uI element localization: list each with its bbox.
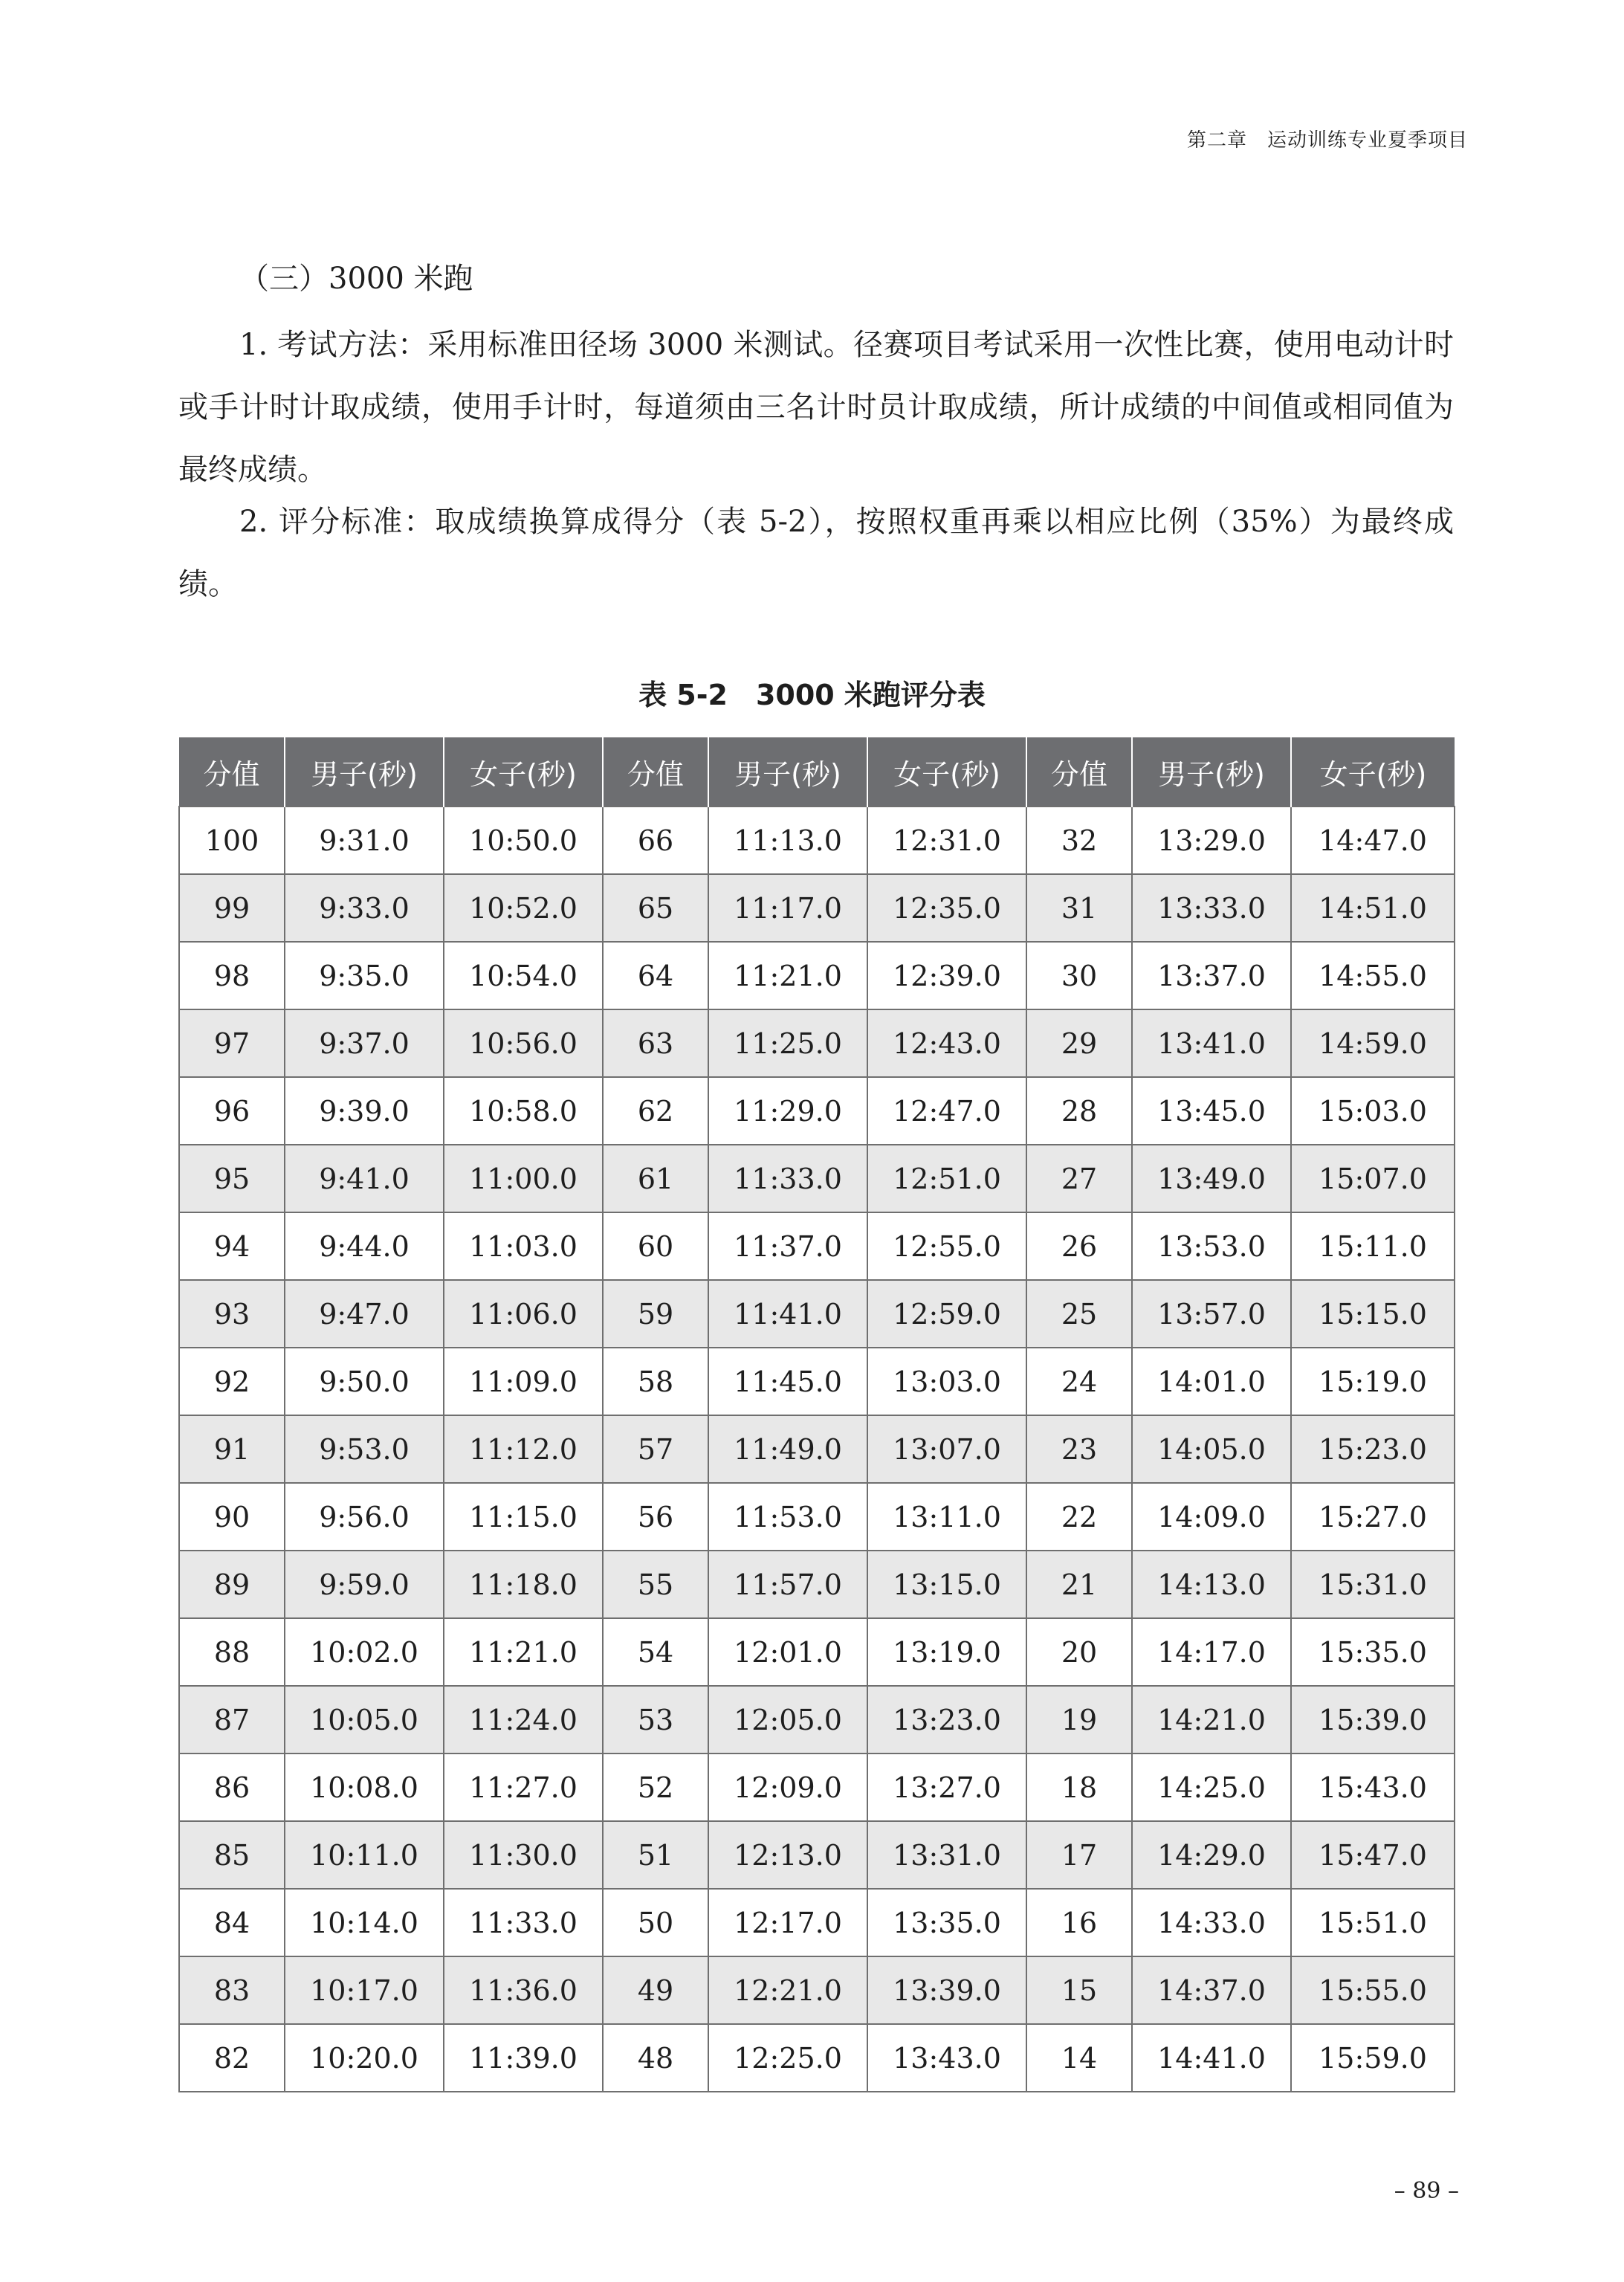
table-row xyxy=(179,1077,1455,1145)
table-cell: 84 xyxy=(179,1889,285,1956)
page-number: – 89 – xyxy=(1394,2178,1459,2204)
table-cell: 9:56.0 xyxy=(285,1483,444,1551)
table-row xyxy=(179,1889,1455,1956)
table-cell: 11:21.0 xyxy=(444,1618,603,1686)
table-cell: 26 xyxy=(1026,1212,1132,1280)
table-cell: 10:50.0 xyxy=(444,807,603,874)
table-row xyxy=(179,1212,1455,1280)
table-body xyxy=(179,807,1455,2092)
table-cell: 11:09.0 xyxy=(444,1348,603,1415)
table-cell: 13:29.0 xyxy=(1132,807,1291,874)
table-cell: 50 xyxy=(603,1889,708,1956)
table-cell: 14:29.0 xyxy=(1132,1821,1291,1889)
table-cell: 11:21.0 xyxy=(708,942,867,1009)
table-cell: 23 xyxy=(1026,1415,1132,1483)
table-row xyxy=(179,1956,1455,2024)
table-cell: 10:52.0 xyxy=(444,874,603,942)
table-row xyxy=(179,1551,1455,1618)
table-cell: 22 xyxy=(1026,1483,1132,1551)
table-cell: 10:08.0 xyxy=(285,1753,444,1821)
column-header: 分值 xyxy=(1026,737,1132,807)
table-cell: 10:17.0 xyxy=(285,1956,444,2024)
column-header: 男子(秒) xyxy=(708,737,867,807)
table-cell: 13:19.0 xyxy=(867,1618,1026,1686)
table-cell: 10:05.0 xyxy=(285,1686,444,1753)
table-cell: 10:54.0 xyxy=(444,942,603,1009)
table-cell: 13:41.0 xyxy=(1132,1009,1291,1077)
column-header: 男子(秒) xyxy=(285,737,444,807)
table-cell: 31 xyxy=(1026,874,1132,942)
table-cell: 12:35.0 xyxy=(867,874,1026,942)
column-header: 分值 xyxy=(179,737,285,807)
table-cell: 25 xyxy=(1026,1280,1132,1348)
table-cell: 13:23.0 xyxy=(867,1686,1026,1753)
table-cell: 13:31.0 xyxy=(867,1821,1026,1889)
table-cell: 9:33.0 xyxy=(285,874,444,942)
table-cell: 51 xyxy=(603,1821,708,1889)
table-cell: 15:15.0 xyxy=(1291,1280,1455,1348)
table-cell: 14:37.0 xyxy=(1132,1956,1291,2024)
table-cell: 12:31.0 xyxy=(867,807,1026,874)
table-cell: 13:07.0 xyxy=(867,1415,1026,1483)
paragraph-text: 2. 评分标准：取成绩换算成得分（表 5-2），按照权重再乘以相应比例（35%）为最终成绩。 xyxy=(178,505,1454,601)
table-cell: 10:20.0 xyxy=(285,2024,444,2092)
table-cell: 30 xyxy=(1026,942,1132,1009)
table-cell: 11:41.0 xyxy=(708,1280,867,1348)
score-table xyxy=(178,737,1455,2092)
table-cell: 10:11.0 xyxy=(285,1821,444,1889)
table-cell: 14:55.0 xyxy=(1291,942,1455,1009)
table-cell: 64 xyxy=(603,942,708,1009)
table-row xyxy=(179,807,1455,874)
table-cell: 14:25.0 xyxy=(1132,1753,1291,1821)
running-header: 第二章 运动训练专业夏季项目 xyxy=(1186,129,1468,152)
table-cell: 11:45.0 xyxy=(708,1348,867,1415)
table-cell: 13:43.0 xyxy=(867,2024,1026,2092)
table-cell: 12:51.0 xyxy=(867,1145,1026,1212)
table-cell: 11:30.0 xyxy=(444,1821,603,1889)
table-cell: 12:17.0 xyxy=(708,1889,867,1956)
table-cell: 9:53.0 xyxy=(285,1415,444,1483)
table-cell: 12:47.0 xyxy=(867,1077,1026,1145)
table-cell: 85 xyxy=(179,1821,285,1889)
table-cell: 11:33.0 xyxy=(444,1889,603,1956)
table-row xyxy=(179,2024,1455,2092)
table-row xyxy=(179,1483,1455,1551)
table-cell: 11:49.0 xyxy=(708,1415,867,1483)
table-cell: 11:29.0 xyxy=(708,1077,867,1145)
table-cell: 15:47.0 xyxy=(1291,1821,1455,1889)
table-row xyxy=(179,1618,1455,1686)
table-cell: 15 xyxy=(1026,1956,1132,2024)
table-cell: 56 xyxy=(603,1483,708,1551)
table-cell: 14:01.0 xyxy=(1132,1348,1291,1415)
table-cell: 92 xyxy=(179,1348,285,1415)
table-cell: 14:51.0 xyxy=(1291,874,1455,942)
table-cell: 13:33.0 xyxy=(1132,874,1291,942)
table-cell: 65 xyxy=(603,874,708,942)
table-cell: 32 xyxy=(1026,807,1132,874)
table-cell: 12:09.0 xyxy=(708,1753,867,1821)
table-cell: 12:13.0 xyxy=(708,1821,867,1889)
table-cell: 15:35.0 xyxy=(1291,1618,1455,1686)
table-cell: 99 xyxy=(179,874,285,942)
table-cell: 15:03.0 xyxy=(1291,1077,1455,1145)
table-cell: 11:57.0 xyxy=(708,1551,867,1618)
column-header: 女子(秒) xyxy=(867,737,1026,807)
table-cell: 12:01.0 xyxy=(708,1618,867,1686)
column-header: 女子(秒) xyxy=(444,737,603,807)
table-cell: 66 xyxy=(603,807,708,874)
table-cell: 58 xyxy=(603,1348,708,1415)
table-cell: 10:02.0 xyxy=(285,1618,444,1686)
table-cell: 13:15.0 xyxy=(867,1551,1026,1618)
table-cell: 11:36.0 xyxy=(444,1956,603,2024)
table-cell: 24 xyxy=(1026,1348,1132,1415)
paragraph-scoring-standard xyxy=(178,491,1454,615)
table-cell: 13:11.0 xyxy=(867,1483,1026,1551)
table-cell: 53 xyxy=(603,1686,708,1753)
table-cell: 14:47.0 xyxy=(1291,807,1455,874)
table-cell: 11:17.0 xyxy=(708,874,867,942)
table-cell: 83 xyxy=(179,1956,285,2024)
table-cell: 27 xyxy=(1026,1145,1132,1212)
table-cell: 20 xyxy=(1026,1618,1132,1686)
table-cell: 13:53.0 xyxy=(1132,1212,1291,1280)
table-row xyxy=(179,1009,1455,1077)
table-cell: 13:45.0 xyxy=(1132,1077,1291,1145)
table-cell: 48 xyxy=(603,2024,708,2092)
column-header: 分值 xyxy=(603,737,708,807)
table-cell: 95 xyxy=(179,1145,285,1212)
table-cell: 89 xyxy=(179,1551,285,1618)
table-cell: 57 xyxy=(603,1415,708,1483)
table-cell: 13:49.0 xyxy=(1132,1145,1291,1212)
table-cell: 91 xyxy=(179,1415,285,1483)
table-cell: 59 xyxy=(603,1280,708,1348)
table-cell: 86 xyxy=(179,1753,285,1821)
table-cell: 15:19.0 xyxy=(1291,1348,1455,1415)
table-cell: 11:13.0 xyxy=(708,807,867,874)
table-cell: 11:27.0 xyxy=(444,1753,603,1821)
table-cell: 11:24.0 xyxy=(444,1686,603,1753)
table-cell: 11:00.0 xyxy=(444,1145,603,1212)
table-cell: 9:59.0 xyxy=(285,1551,444,1618)
table-cell: 15:59.0 xyxy=(1291,2024,1455,2092)
table-row xyxy=(179,1280,1455,1348)
table-cell: 15:31.0 xyxy=(1291,1551,1455,1618)
table-cell: 54 xyxy=(603,1618,708,1686)
table-cell: 21 xyxy=(1026,1551,1132,1618)
table-row xyxy=(179,1145,1455,1212)
table-cell: 12:21.0 xyxy=(708,1956,867,2024)
paragraph-text: 1. 考试方法：采用标准田径场 3000 米测试。径赛项目考试采用一次性比赛，使用电动计时或手计时计取成绩，使用手计时，每道须由三名计时员计取成绩，所计成绩的中间值或相同值为最终成绩。 xyxy=(178,328,1454,487)
table-cell: 62 xyxy=(603,1077,708,1145)
table-cell: 13:03.0 xyxy=(867,1348,1026,1415)
table-cell: 14:59.0 xyxy=(1291,1009,1455,1077)
table-cell: 12:43.0 xyxy=(867,1009,1026,1077)
table-cell: 55 xyxy=(603,1551,708,1618)
table-cell: 11:18.0 xyxy=(444,1551,603,1618)
table-row xyxy=(179,1348,1455,1415)
table-cell: 63 xyxy=(603,1009,708,1077)
table-cell: 14:21.0 xyxy=(1132,1686,1291,1753)
table-cell: 15:07.0 xyxy=(1291,1145,1455,1212)
table-cell: 15:43.0 xyxy=(1291,1753,1455,1821)
table-cell: 11:15.0 xyxy=(444,1483,603,1551)
table-cell: 29 xyxy=(1026,1009,1132,1077)
table-cell: 11:33.0 xyxy=(708,1145,867,1212)
table-cell: 11:12.0 xyxy=(444,1415,603,1483)
table-cell: 10:14.0 xyxy=(285,1889,444,1956)
table-cell: 9:37.0 xyxy=(285,1009,444,1077)
table-row xyxy=(179,1415,1455,1483)
table-cell: 14:09.0 xyxy=(1132,1483,1291,1551)
table-cell: 9:39.0 xyxy=(285,1077,444,1145)
table-row xyxy=(179,942,1455,1009)
table-cell: 12:39.0 xyxy=(867,942,1026,1009)
table-row xyxy=(179,1753,1455,1821)
table-cell: 98 xyxy=(179,942,285,1009)
table-cell: 61 xyxy=(603,1145,708,1212)
table-cell: 9:35.0 xyxy=(285,942,444,1009)
table-title: 表 5-2 3000 米跑评分表 xyxy=(638,679,986,711)
table-cell: 60 xyxy=(603,1212,708,1280)
table-cell: 52 xyxy=(603,1753,708,1821)
table-cell: 88 xyxy=(179,1618,285,1686)
table-cell: 15:51.0 xyxy=(1291,1889,1455,1956)
table-cell: 13:35.0 xyxy=(867,1889,1026,1956)
table-cell: 82 xyxy=(179,2024,285,2092)
table-cell: 13:39.0 xyxy=(867,1956,1026,2024)
table-cell: 13:27.0 xyxy=(867,1753,1026,1821)
table-cell: 12:25.0 xyxy=(708,2024,867,2092)
table-cell: 10:56.0 xyxy=(444,1009,603,1077)
table-cell: 15:27.0 xyxy=(1291,1483,1455,1551)
table-header xyxy=(179,737,1455,807)
table-cell: 14:33.0 xyxy=(1132,1889,1291,1956)
table-cell: 14 xyxy=(1026,2024,1132,2092)
table-cell: 90 xyxy=(179,1483,285,1551)
table-cell: 28 xyxy=(1026,1077,1132,1145)
table-cell: 13:37.0 xyxy=(1132,942,1291,1009)
table-row xyxy=(179,1821,1455,1889)
table-cell: 9:44.0 xyxy=(285,1212,444,1280)
table-cell: 10:58.0 xyxy=(444,1077,603,1145)
table-cell: 100 xyxy=(179,807,285,874)
table-cell: 11:53.0 xyxy=(708,1483,867,1551)
table-cell: 94 xyxy=(179,1212,285,1280)
table-row xyxy=(179,1686,1455,1753)
table-cell: 97 xyxy=(179,1009,285,1077)
table-cell: 93 xyxy=(179,1280,285,1348)
column-header: 男子(秒) xyxy=(1132,737,1291,807)
table-cell: 12:59.0 xyxy=(867,1280,1026,1348)
table-cell: 9:47.0 xyxy=(285,1280,444,1348)
table-cell: 87 xyxy=(179,1686,285,1753)
table-cell: 49 xyxy=(603,1956,708,2024)
table-cell: 9:41.0 xyxy=(285,1145,444,1212)
table-cell: 12:55.0 xyxy=(867,1212,1026,1280)
table-cell: 11:25.0 xyxy=(708,1009,867,1077)
table-cell: 11:39.0 xyxy=(444,2024,603,2092)
paragraph-exam-method xyxy=(178,314,1454,501)
table-cell: 12:05.0 xyxy=(708,1686,867,1753)
table-cell: 96 xyxy=(179,1077,285,1145)
column-header: 女子(秒) xyxy=(1291,737,1455,807)
table-cell: 11:06.0 xyxy=(444,1280,603,1348)
table-cell: 11:37.0 xyxy=(708,1212,867,1280)
section-heading: （三）3000 米跑 xyxy=(239,262,473,296)
table-cell: 14:17.0 xyxy=(1132,1618,1291,1686)
table-cell: 9:50.0 xyxy=(285,1348,444,1415)
table-cell: 19 xyxy=(1026,1686,1132,1753)
table-cell: 15:55.0 xyxy=(1291,1956,1455,2024)
table-cell: 15:23.0 xyxy=(1291,1415,1455,1483)
table-cell: 14:41.0 xyxy=(1132,2024,1291,2092)
table-cell: 15:11.0 xyxy=(1291,1212,1455,1280)
table-cell: 13:57.0 xyxy=(1132,1280,1291,1348)
table-cell: 16 xyxy=(1026,1889,1132,1956)
table-cell: 14:13.0 xyxy=(1132,1551,1291,1618)
table-row xyxy=(179,874,1455,942)
table-cell: 14:05.0 xyxy=(1132,1415,1291,1483)
table-cell: 9:31.0 xyxy=(285,807,444,874)
table-cell: 11:03.0 xyxy=(444,1212,603,1280)
table-cell: 15:39.0 xyxy=(1291,1686,1455,1753)
table-header-row xyxy=(179,737,1455,807)
table-cell: 17 xyxy=(1026,1821,1132,1889)
table-cell: 18 xyxy=(1026,1753,1132,1821)
